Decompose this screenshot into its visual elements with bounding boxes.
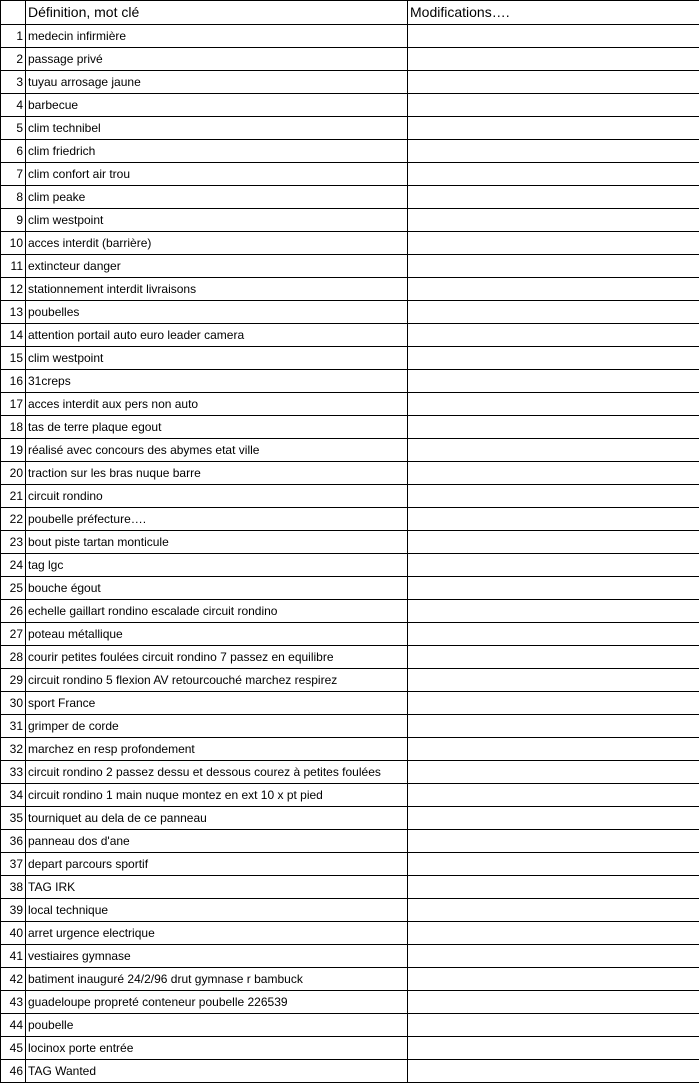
- definition-cell[interactable]: courir petites foulées circuit rondino 7 passez en equilibre: [26, 646, 408, 669]
- row-number-cell[interactable]: 11: [1, 255, 26, 278]
- table-row: [1, 347, 699, 370]
- table-row: [1, 48, 699, 71]
- row-number-cell[interactable]: 25: [1, 577, 26, 600]
- definition-cell[interactable]: sport France: [26, 692, 408, 715]
- modification-cell[interactable]: [408, 48, 699, 71]
- definition-cell[interactable]: arret urgence electrique: [26, 922, 408, 945]
- modification-cell[interactable]: [408, 232, 699, 255]
- table-row: [1, 232, 699, 255]
- definition-cell[interactable]: guadeloupe propreté conteneur poubelle 226539: [26, 991, 408, 1014]
- modification-cell[interactable]: [408, 968, 699, 991]
- modification-cell[interactable]: [408, 600, 699, 623]
- row-number-cell[interactable]: 35: [1, 807, 26, 830]
- definition-cell[interactable]: bouche égout: [26, 577, 408, 600]
- table-row: [1, 669, 699, 692]
- row-number-cell[interactable]: 27: [1, 623, 26, 646]
- row-number-cell[interactable]: 13: [1, 301, 26, 324]
- table-row: [1, 462, 699, 485]
- table-row: [1, 600, 699, 623]
- definition-cell[interactable]: poubelles: [26, 301, 408, 324]
- table-row: [1, 186, 699, 209]
- definition-cell[interactable]: tag lgc: [26, 554, 408, 577]
- modification-cell[interactable]: [408, 324, 699, 347]
- table-row: [1, 968, 699, 991]
- header-row: [1, 1, 699, 25]
- definition-cell[interactable]: passage privé: [26, 48, 408, 71]
- definition-cell[interactable]: locinox porte entrée: [26, 1037, 408, 1060]
- row-number-cell[interactable]: 14: [1, 324, 26, 347]
- definition-cell[interactable]: clim westpoint: [26, 209, 408, 232]
- definition-cell[interactable]: bout piste tartan monticule: [26, 531, 408, 554]
- definition-cell[interactable]: vestiaires gymnase: [26, 945, 408, 968]
- table-row: [1, 623, 699, 646]
- modification-cell[interactable]: [408, 1014, 699, 1037]
- table-row: [1, 278, 699, 301]
- row-number-cell[interactable]: 16: [1, 370, 26, 393]
- definition-cell[interactable]: echelle gaillart rondino escalade circuit rondino: [26, 600, 408, 623]
- modification-cell[interactable]: [408, 577, 699, 600]
- table-row: [1, 715, 699, 738]
- definition-cell[interactable]: tourniquet au dela de ce panneau: [26, 807, 408, 830]
- table-row: [1, 370, 699, 393]
- row-number-cell[interactable]: 2: [1, 48, 26, 71]
- row-number-cell[interactable]: 42: [1, 968, 26, 991]
- row-number-cell[interactable]: 10: [1, 232, 26, 255]
- definition-cell[interactable]: TAG IRK: [26, 876, 408, 899]
- table-row: [1, 577, 699, 600]
- row-number-cell[interactable]: 28: [1, 646, 26, 669]
- modification-cell[interactable]: [408, 945, 699, 968]
- row-number-cell[interactable]: 7: [1, 163, 26, 186]
- modification-cell[interactable]: [408, 669, 699, 692]
- table-row: [1, 761, 699, 784]
- definition-cell[interactable]: TAG Wanted: [26, 1060, 408, 1083]
- definition-cell[interactable]: réalisé avec concours des abymes etat ville: [26, 439, 408, 462]
- row-number-cell[interactable]: 18: [1, 416, 26, 439]
- modification-cell[interactable]: [408, 508, 699, 531]
- table-row: [1, 1037, 699, 1060]
- definition-cell[interactable]: circuit rondino 5 flexion AV retourcouché marchez respirez: [26, 669, 408, 692]
- table-row: [1, 554, 699, 577]
- modification-cell[interactable]: [408, 485, 699, 508]
- table-row: [1, 301, 699, 324]
- modification-cell[interactable]: [408, 554, 699, 577]
- row-number-cell[interactable]: 3: [1, 71, 26, 94]
- row-number-cell[interactable]: 17: [1, 393, 26, 416]
- definition-cell[interactable]: clim westpoint: [26, 347, 408, 370]
- modification-cell[interactable]: [408, 25, 699, 48]
- row-number-cell[interactable]: 31: [1, 715, 26, 738]
- row-number-cell[interactable]: 24: [1, 554, 26, 577]
- header-definition-cell[interactable]: Définition, mot clé: [26, 1, 408, 25]
- row-number-cell[interactable]: 20: [1, 462, 26, 485]
- table-row: [1, 439, 699, 462]
- definition-cell[interactable]: acces interdit aux pers non auto: [26, 393, 408, 416]
- table-row: [1, 117, 699, 140]
- modification-cell[interactable]: [408, 807, 699, 830]
- modification-cell[interactable]: [408, 94, 699, 117]
- definition-cell[interactable]: acces interdit (barrière): [26, 232, 408, 255]
- table-row: [1, 738, 699, 761]
- row-number-cell[interactable]: 1: [1, 25, 26, 48]
- table-row: [1, 416, 699, 439]
- definition-cell[interactable]: panneau dos d'ane: [26, 830, 408, 853]
- row-number-cell[interactable]: 8: [1, 186, 26, 209]
- definition-cell[interactable]: clim confort air trou: [26, 163, 408, 186]
- row-number-cell[interactable]: 40: [1, 922, 26, 945]
- table-row: [1, 991, 699, 1014]
- modification-cell[interactable]: [408, 462, 699, 485]
- modification-cell[interactable]: [408, 623, 699, 646]
- table-row: [1, 784, 699, 807]
- definition-cell[interactable]: stationnement interdit livraisons: [26, 278, 408, 301]
- modification-cell[interactable]: [408, 646, 699, 669]
- table-row: [1, 94, 699, 117]
- table-row: [1, 163, 699, 186]
- modification-cell[interactable]: [408, 738, 699, 761]
- table-row: [1, 922, 699, 945]
- table-row: [1, 209, 699, 232]
- definition-cell[interactable]: medecin infirmière: [26, 25, 408, 48]
- modification-cell[interactable]: [408, 416, 699, 439]
- table-row: [1, 1060, 699, 1083]
- definition-cell[interactable]: batiment inauguré 24/2/96 drut gymnase r bambuck: [26, 968, 408, 991]
- modification-cell[interactable]: [408, 347, 699, 370]
- row-number-cell[interactable]: 33: [1, 761, 26, 784]
- definition-cell[interactable]: tuyau arrosage jaune: [26, 71, 408, 94]
- modification-cell[interactable]: [408, 255, 699, 278]
- table-row: [1, 807, 699, 830]
- modification-cell[interactable]: [408, 531, 699, 554]
- row-number-cell[interactable]: 32: [1, 738, 26, 761]
- table-row: [1, 876, 699, 899]
- row-number-cell[interactable]: 29: [1, 669, 26, 692]
- table-row: [1, 899, 699, 922]
- modification-cell[interactable]: [408, 1037, 699, 1060]
- definition-cell[interactable]: 31creps: [26, 370, 408, 393]
- definition-cell[interactable]: poubelle préfecture….: [26, 508, 408, 531]
- spreadsheet-body: [1, 1, 699, 1083]
- row-number-cell[interactable]: 5: [1, 117, 26, 140]
- row-number-cell[interactable]: 36: [1, 830, 26, 853]
- modification-cell[interactable]: [408, 715, 699, 738]
- definition-cell[interactable]: extincteur danger: [26, 255, 408, 278]
- table-row: [1, 508, 699, 531]
- modification-cell[interactable]: [408, 899, 699, 922]
- definition-cell[interactable]: circuit rondino: [26, 485, 408, 508]
- row-number-cell[interactable]: 4: [1, 94, 26, 117]
- definition-cell[interactable]: grimper de corde: [26, 715, 408, 738]
- table-row: [1, 692, 699, 715]
- modification-cell[interactable]: [408, 301, 699, 324]
- modification-cell[interactable]: [408, 209, 699, 232]
- header-num-cell[interactable]: [1, 1, 26, 25]
- row-number-cell[interactable]: 12: [1, 278, 26, 301]
- modification-cell[interactable]: [408, 761, 699, 784]
- table-row: [1, 71, 699, 94]
- definition-cell[interactable]: attention portail auto euro leader camera: [26, 324, 408, 347]
- row-number-cell[interactable]: 44: [1, 1014, 26, 1037]
- row-number-cell[interactable]: 26: [1, 600, 26, 623]
- definition-cell[interactable]: circuit rondino 1 main nuque montez en ext 10 x pt pied: [26, 784, 408, 807]
- row-number-cell[interactable]: 45: [1, 1037, 26, 1060]
- modification-cell[interactable]: [408, 991, 699, 1014]
- table-row: [1, 945, 699, 968]
- row-number-cell[interactable]: 9: [1, 209, 26, 232]
- modification-cell[interactable]: [408, 393, 699, 416]
- table-row: [1, 830, 699, 853]
- table-row: [1, 140, 699, 163]
- table-row: [1, 324, 699, 347]
- table-row: [1, 531, 699, 554]
- modification-cell[interactable]: [408, 163, 699, 186]
- header-modifications-cell[interactable]: Modifications….: [408, 1, 699, 25]
- row-number-cell[interactable]: 34: [1, 784, 26, 807]
- row-number-cell[interactable]: 15: [1, 347, 26, 370]
- definition-cell[interactable]: tas de terre plaque egout: [26, 416, 408, 439]
- row-number-cell[interactable]: 19: [1, 439, 26, 462]
- table-row: [1, 255, 699, 278]
- modification-cell[interactable]: [408, 117, 699, 140]
- table-row: [1, 646, 699, 669]
- definition-cell[interactable]: poubelle: [26, 1014, 408, 1037]
- modification-cell[interactable]: [408, 1060, 699, 1083]
- definition-cell[interactable]: depart parcours sportif: [26, 853, 408, 876]
- row-number-cell[interactable]: 30: [1, 692, 26, 715]
- modification-cell[interactable]: [408, 439, 699, 462]
- modification-cell[interactable]: [408, 278, 699, 301]
- table-row: [1, 853, 699, 876]
- definition-cell[interactable]: poteau métallique: [26, 623, 408, 646]
- modification-cell[interactable]: [408, 830, 699, 853]
- modification-cell[interactable]: [408, 71, 699, 94]
- modification-cell[interactable]: [408, 784, 699, 807]
- row-number-cell[interactable]: 38: [1, 876, 26, 899]
- definition-cell[interactable]: clim technibel: [26, 117, 408, 140]
- definition-cell[interactable]: marchez en resp profondement: [26, 738, 408, 761]
- row-number-cell[interactable]: 23: [1, 531, 26, 554]
- table-row: [1, 1014, 699, 1037]
- modification-cell[interactable]: [408, 370, 699, 393]
- modification-cell[interactable]: [408, 853, 699, 876]
- modification-cell[interactable]: [408, 692, 699, 715]
- row-number-cell[interactable]: 46: [1, 1060, 26, 1083]
- modification-cell[interactable]: [408, 140, 699, 163]
- table-row: [1, 25, 699, 48]
- row-number-cell[interactable]: 37: [1, 853, 26, 876]
- modification-cell[interactable]: [408, 922, 699, 945]
- row-number-cell[interactable]: 6: [1, 140, 26, 163]
- definition-cell[interactable]: circuit rondino 2 passez dessu et dessous courez à petites foulées: [26, 761, 408, 784]
- table-row: [1, 393, 699, 416]
- row-number-cell[interactable]: 43: [1, 991, 26, 1014]
- modification-cell[interactable]: [408, 876, 699, 899]
- definition-cell[interactable]: traction sur les bras nuque barre: [26, 462, 408, 485]
- row-number-cell[interactable]: 22: [1, 508, 26, 531]
- definition-cell[interactable]: barbecue: [26, 94, 408, 117]
- row-number-cell[interactable]: 39: [1, 899, 26, 922]
- definition-cell[interactable]: clim peake: [26, 186, 408, 209]
- definition-cell[interactable]: local technique: [26, 899, 408, 922]
- table-row: [1, 485, 699, 508]
- definition-cell[interactable]: clim friedrich: [26, 140, 408, 163]
- modification-cell[interactable]: [408, 186, 699, 209]
- row-number-cell[interactable]: 21: [1, 485, 26, 508]
- row-number-cell[interactable]: 41: [1, 945, 26, 968]
